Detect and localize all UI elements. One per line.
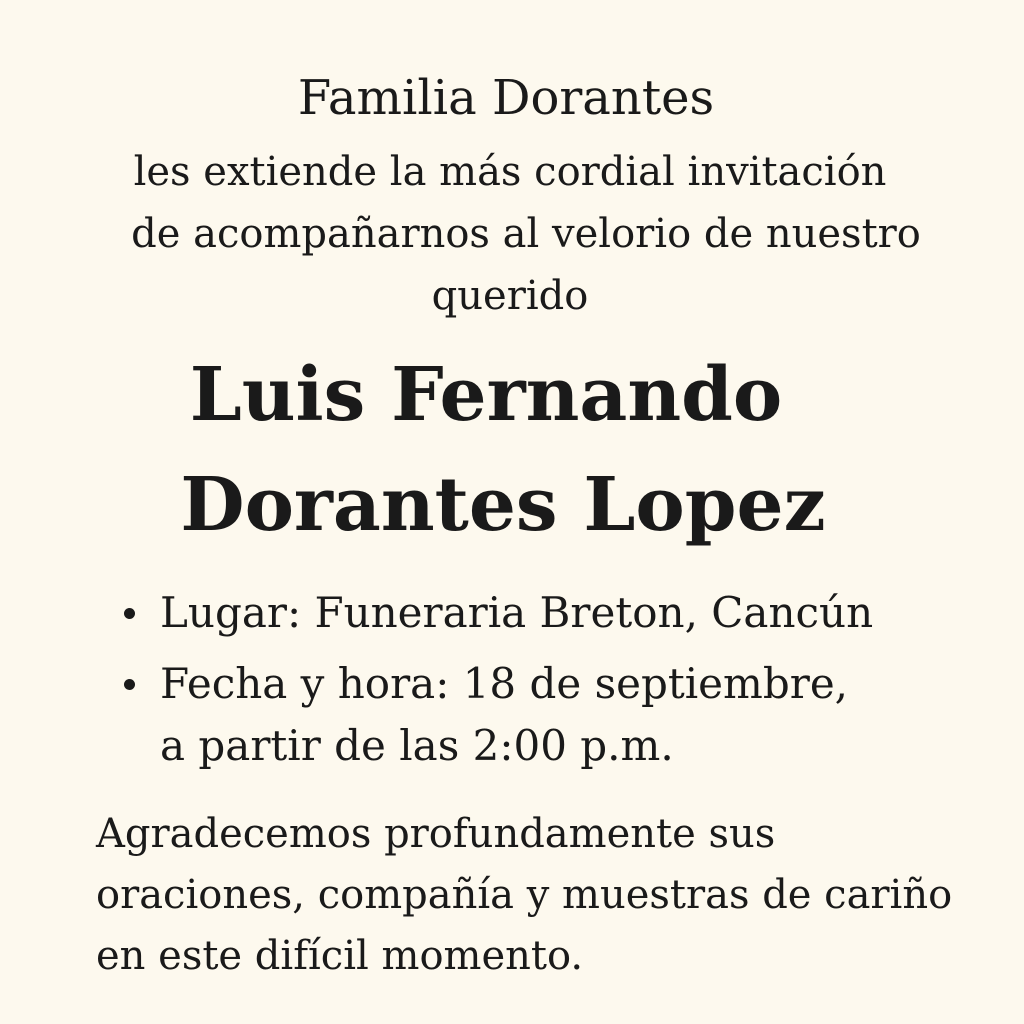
- bullet-icon: [124, 679, 135, 690]
- closing-line: oraciones, compañía y muestras de cariño: [96, 872, 953, 918]
- closing-message: [96, 811, 986, 979]
- closing-line: en este difícil momento.: [96, 933, 584, 979]
- detail-place: [118, 588, 978, 637]
- deceased-name-last: Dorantes Lopez: [180, 462, 826, 548]
- deceased-name-first: Luis Fernando: [189, 352, 783, 438]
- intro-line: querido: [431, 273, 589, 319]
- event-details-list: [118, 588, 978, 770]
- bullet-icon: [124, 608, 135, 619]
- datetime-text: Fecha y hora: 18 de septiembre,: [160, 659, 849, 708]
- intro-line: les extiende la más cordial invitación: [133, 149, 887, 195]
- datetime-text-continued: a partir de las 2:00 p.m.: [160, 721, 674, 770]
- detail-datetime: [118, 659, 978, 770]
- closing-line: Agradecemos profundamente sus: [96, 811, 776, 857]
- intro-line: de acompañarnos al velorio de nuestro: [131, 211, 921, 257]
- place-text: Lugar: Funeraria Breton, Cancún: [160, 588, 874, 637]
- family-title: Familia Dorantes: [297, 70, 715, 126]
